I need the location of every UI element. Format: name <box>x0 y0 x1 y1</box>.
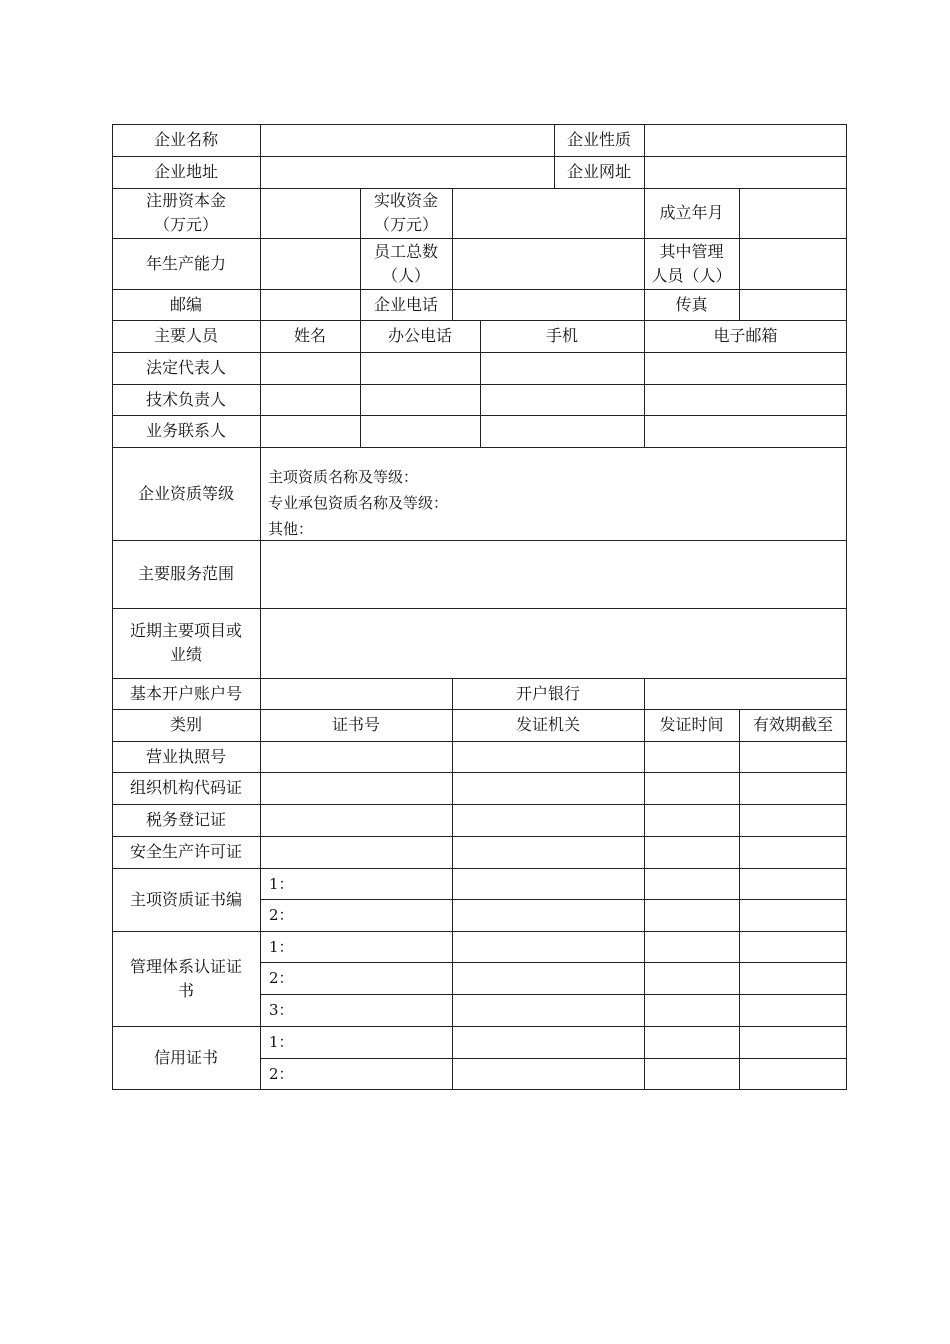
personnel-header: 主要人员 <box>153 326 218 345</box>
credit-cert-item-2[interactable]: 2： <box>269 1065 294 1083</box>
cert-col-number: 证书号 <box>331 715 380 734</box>
bank-name-label: 开户银行 <box>515 683 580 703</box>
paid-in-capital-line1: 实收资金 <box>373 191 438 210</box>
company-address-label: 企业地址 <box>153 162 218 181</box>
managers-line1: 其中管理 <box>659 241 724 261</box>
cert-col-category: 类别 <box>169 715 202 734</box>
managers-label <box>644 238 739 289</box>
main-cert-label: 主项资质证书编 <box>129 889 242 909</box>
registered-capital-label <box>112 188 260 238</box>
main-qualification-line: 主项资质名称及等级： <box>268 468 419 486</box>
col-header-email: 电子邮箱 <box>713 326 778 345</box>
credit-cert-item-1[interactable]: 1： <box>269 1033 294 1051</box>
company-phone-field[interactable] <box>452 289 644 320</box>
company-website-field[interactable] <box>644 156 847 188</box>
mgmt-cert-line1: 管理体系认证证 <box>129 956 242 976</box>
established-date-field[interactable] <box>739 188 847 238</box>
company-nature-label: 企业性质 <box>566 130 631 149</box>
registered-capital-line1: 注册资本金 <box>145 191 226 210</box>
cert-col-issue-date: 发证时间 <box>659 715 724 734</box>
technical-lead-label: 技术负责人 <box>145 389 226 409</box>
registered-capital-field[interactable] <box>260 188 360 238</box>
company-phone-label: 企业电话 <box>373 294 438 314</box>
fax-field[interactable] <box>739 289 847 320</box>
paid-in-capital-label <box>360 188 452 238</box>
bank-account-label: 基本开户账户号 <box>129 683 242 703</box>
org-code-cert-label: 组织机构代码证 <box>129 778 242 797</box>
paid-in-capital-line2: （万元） <box>373 215 438 234</box>
managers-field[interactable] <box>739 238 847 289</box>
total-employees-line2: （人） <box>381 265 430 285</box>
qualification-lines[interactable] <box>268 464 448 542</box>
fax-label: 传真 <box>675 294 708 314</box>
business-license-label: 营业执照号 <box>145 746 226 766</box>
company-nature-field[interactable] <box>644 124 847 156</box>
main-cert-item-2[interactable]: 2： <box>269 906 294 924</box>
paid-in-capital-field[interactable] <box>452 188 644 238</box>
bank-account-field[interactable] <box>260 678 452 709</box>
cert-col-issuer: 发证机关 <box>515 715 580 734</box>
company-address-field[interactable] <box>260 156 554 188</box>
recent-projects-line2: 业绩 <box>169 645 202 664</box>
mgmt-cert-item-3[interactable]: 3： <box>269 1001 294 1019</box>
total-employees-field[interactable] <box>452 238 644 289</box>
credit-cert-label: 信用证书 <box>153 1048 218 1067</box>
service-scope-label: 主要服务范围 <box>137 564 234 583</box>
business-contact-label: 业务联系人 <box>145 421 226 440</box>
tax-registration-label: 税务登记证 <box>145 810 226 829</box>
total-employees-label <box>360 238 452 289</box>
recent-projects-label <box>112 608 260 678</box>
postcode-label: 邮编 <box>169 294 202 314</box>
annual-capacity-field[interactable] <box>260 238 360 289</box>
specialty-qualification-line: 专业承包资质名称及等级： <box>268 494 449 512</box>
legal-representative-label: 法定代表人 <box>145 358 226 377</box>
company-name-label: 企业名称 <box>153 130 218 149</box>
mgmt-cert-line2: 书 <box>177 980 194 1000</box>
cert-col-valid-until: 有效期截至 <box>752 715 833 734</box>
mgmt-cert-item-1[interactable]: 1： <box>269 937 294 956</box>
safety-license-label: 安全生产许可证 <box>129 842 242 861</box>
main-cert-item-1[interactable]: 1： <box>269 874 294 893</box>
managers-line2: 人员（人） <box>651 265 732 285</box>
recent-projects-field[interactable] <box>260 608 847 678</box>
total-employees-line1: 员工总数 <box>373 241 438 261</box>
service-scope-field[interactable] <box>260 540 847 608</box>
col-header-mobile: 手机 <box>545 326 578 345</box>
recent-projects-line1: 近期主要项目或 <box>129 621 242 640</box>
company-website-label: 企业网址 <box>566 162 631 181</box>
col-header-name: 姓名 <box>293 326 326 345</box>
mgmt-cert-item-2[interactable]: 2： <box>269 969 294 987</box>
qualification-label: 企业资质等级 <box>137 483 234 503</box>
annual-capacity-label: 年生产能力 <box>145 253 226 273</box>
established-date-label: 成立年月 <box>659 203 724 222</box>
bank-name-field[interactable] <box>644 678 847 709</box>
registered-capital-line2: （万元） <box>153 215 218 234</box>
postcode-field[interactable] <box>260 289 360 320</box>
company-name-field[interactable] <box>260 124 554 156</box>
col-header-office-phone: 办公电话 <box>387 326 452 345</box>
mgmt-cert-label <box>112 931 260 1026</box>
other-qualification-line: 其他： <box>268 520 314 538</box>
